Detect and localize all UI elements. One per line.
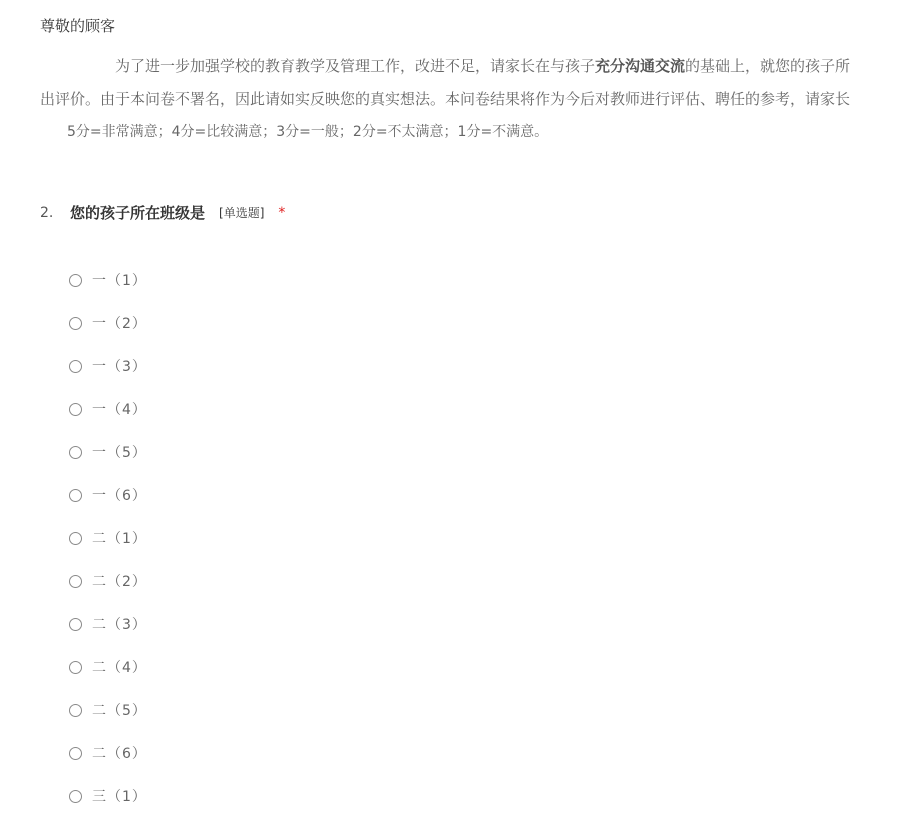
option-class-2-4[interactable] [69, 657, 147, 700]
option-label[interactable]: 一（3） [92, 359, 147, 375]
radio-button[interactable] [69, 360, 82, 373]
option-label[interactable]: 一（2） [92, 316, 147, 332]
intro-line-1-end: 的基础上，就您的孩子所 [685, 57, 851, 75]
option-class-1-3[interactable] [69, 356, 147, 399]
radio-button[interactable] [69, 704, 82, 717]
option-list [69, 270, 147, 829]
question-header [40, 202, 285, 223]
radio-button[interactable] [69, 747, 82, 760]
radio-button[interactable] [69, 317, 82, 330]
option-label[interactable]: 一（5） [92, 445, 147, 461]
radio-button[interactable] [69, 446, 82, 459]
option-label[interactable]: 一（6） [92, 488, 147, 504]
option-label[interactable]: 三（1） [92, 789, 147, 805]
question-title: 您的孩子所在班级是 [70, 204, 206, 222]
intro-line-1-start: 为了进一步加强学校的教育教学及管理工作，改进不足，请家长在与孩子 [115, 57, 596, 75]
option-class-2-2[interactable] [69, 571, 147, 614]
option-label[interactable]: 二（2） [92, 574, 147, 590]
radio-button[interactable] [69, 403, 82, 416]
option-class-2-1[interactable] [69, 528, 147, 571]
option-label[interactable]: 一（4） [92, 402, 147, 418]
option-class-1-1[interactable] [69, 270, 147, 313]
option-label[interactable]: 二（6） [92, 746, 147, 762]
option-class-1-5[interactable] [69, 442, 147, 485]
radio-button[interactable] [69, 661, 82, 674]
option-label[interactable]: 二（4） [92, 660, 147, 676]
intro-paragraph-line-2: 出评价。由于本问卷不署名，因此请如实反映您的真实想法。本问卷结果将作为今后对教师进行评估、聘任的参考，请家长 [40, 90, 851, 108]
option-class-1-4[interactable] [69, 399, 147, 442]
option-class-2-3[interactable] [69, 614, 147, 657]
rating-scale-legend: 5分=非常满意；4分=比较满意；3分=一般；2分=不太满意；1分=不满意。 [67, 124, 549, 140]
intro-emphasis: 充分沟通交流 [595, 57, 686, 75]
radio-button[interactable] [69, 575, 82, 588]
option-class-3-1[interactable] [69, 786, 147, 829]
required-marker: * [278, 204, 286, 221]
option-class-1-6[interactable] [69, 485, 147, 528]
radio-button[interactable] [69, 532, 82, 545]
greeting-text: 尊敬的顾客 [40, 17, 116, 35]
question-number: 2. [40, 204, 54, 221]
radio-button[interactable] [69, 618, 82, 631]
option-label[interactable]: 二（1） [92, 531, 147, 547]
radio-button[interactable] [69, 790, 82, 803]
option-class-2-6[interactable] [69, 743, 147, 786]
option-class-2-5[interactable] [69, 700, 147, 743]
option-label[interactable]: 二（3） [92, 617, 147, 633]
radio-button[interactable] [69, 274, 82, 287]
intro-paragraph-line-1 [115, 55, 850, 76]
option-class-1-2[interactable] [69, 313, 147, 356]
option-label[interactable]: 二（5） [92, 703, 147, 719]
question-type-tag: [单选题] [219, 206, 265, 220]
radio-button[interactable] [69, 489, 82, 502]
option-label[interactable]: 一（1） [92, 273, 147, 289]
